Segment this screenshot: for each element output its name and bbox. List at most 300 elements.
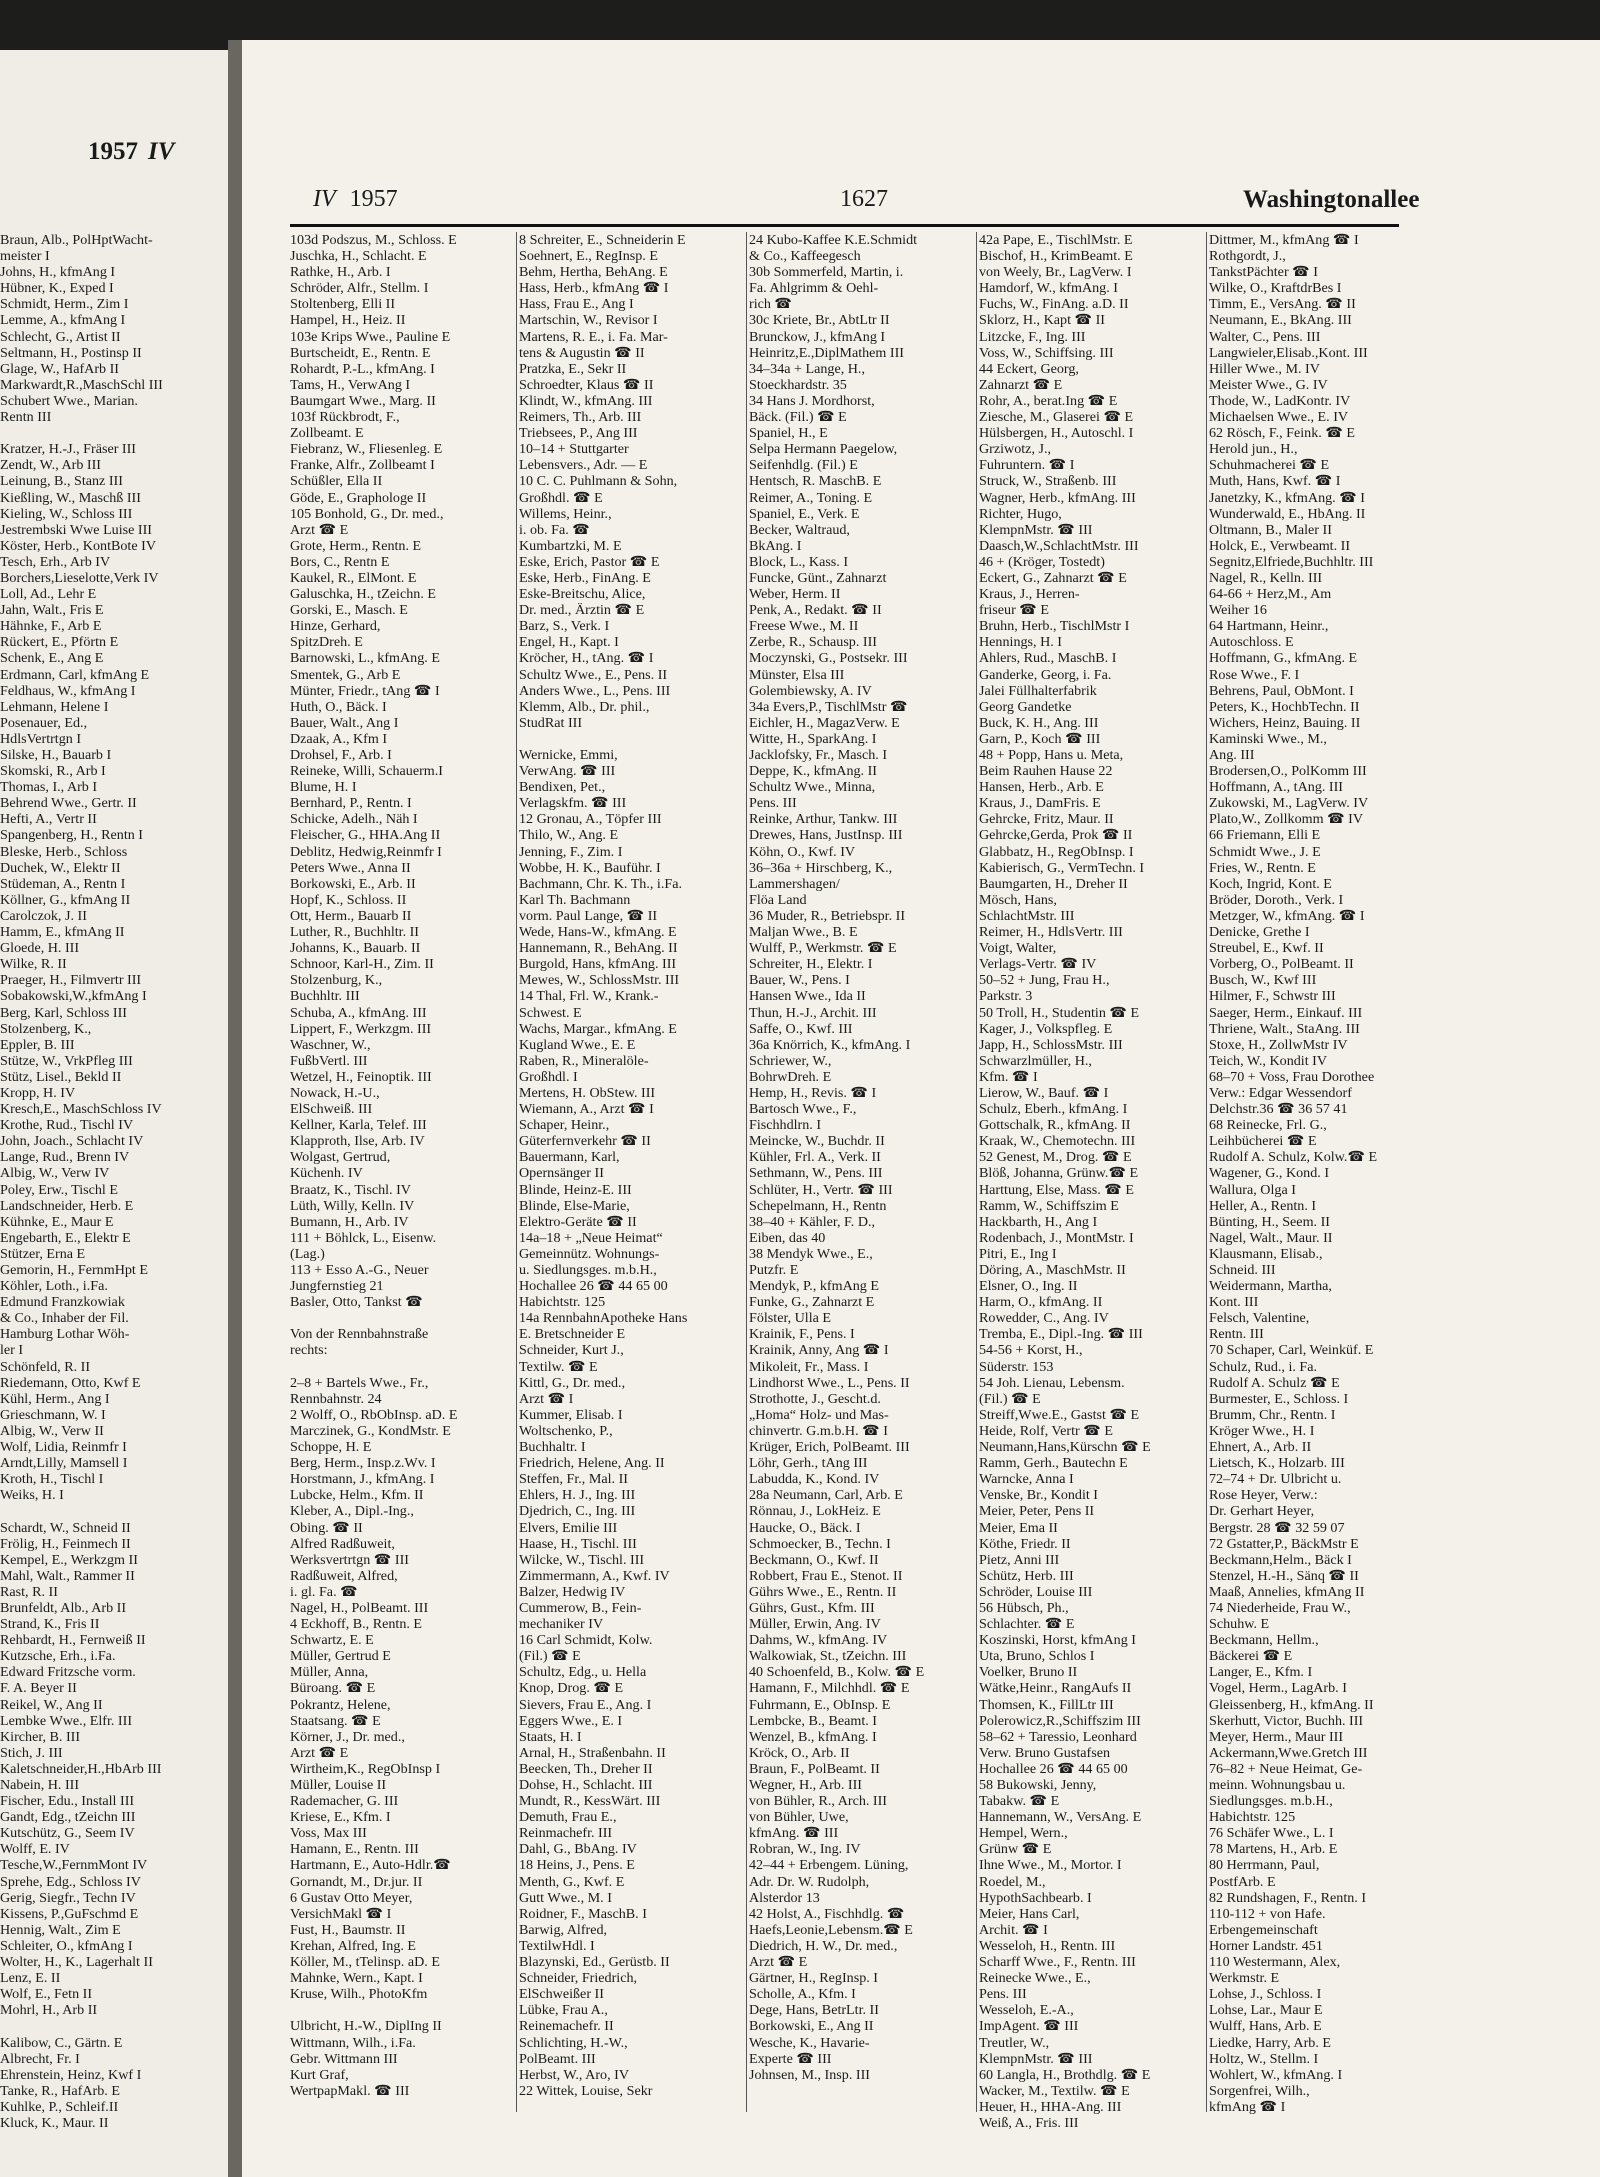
directory-entry-line: Rose Wwe., F. I (1209, 666, 1300, 683)
directory-entry-line: 64 Hartmann, Heinr., (1209, 618, 1329, 635)
directory-entry-line: Dahl, G., BbAng. IV (519, 1841, 637, 1858)
directory-entry-line: Hinze, Gerhard, (290, 618, 381, 635)
directory-entry-line: Elvers, Emilie III (519, 1519, 618, 1536)
directory-entry-line: 2–8 + Bartels Wwe., Fr., (290, 1374, 429, 1391)
directory-entry-line: Frölig, H., Feinmech II (0, 1535, 131, 1552)
directory-entry-line: Mohrl, H., Arb II (0, 2002, 98, 2019)
directory-entry-line: Seltmann, H., Postinsp II (0, 344, 142, 361)
directory-entry-line: Rowedder, C., Ang. IV (979, 1310, 1109, 1327)
directory-entry-line: Hilmer, F., Schwstr III (1209, 988, 1336, 1005)
directory-entry-line: 54 Joh. Lienau, Lebensm. (979, 1374, 1125, 1391)
directory-entry-line: Wilke, O., KraftdrBes I (1209, 280, 1342, 297)
directory-entry-line: Kont. III (1209, 1294, 1259, 1311)
directory-entry-line: i. ob. Fa. ☎ (519, 521, 590, 538)
directory-entry-line: Stützer, Erna E (0, 1245, 86, 1262)
directory-entry-line: Schüßler, Ella II (290, 473, 383, 490)
directory-entry-line: Thode, W., LadKontr. IV (1209, 392, 1351, 409)
directory-entry-line: Kircher, B. III (0, 1728, 81, 1745)
directory-entry-line: Teich, W., Kondit IV (1209, 1052, 1328, 1069)
directory-entry-line: Tabakw. ☎ E (979, 1793, 1060, 1810)
directory-entry-line: Wilcke, W., Tischl. III (519, 1551, 645, 1568)
directory-entry-line: Raben, R., Mineralöle- (519, 1052, 649, 1069)
directory-entry-line: Experte ☎ III (749, 2050, 832, 2067)
directory-entry-line: Nagel, Walt., Maur. II (1209, 1229, 1333, 1246)
directory-entry-line: Diedrich, H. W., Dr. med., (749, 1937, 898, 1954)
directory-entry-line: Uta, Bruno, Schlos I (979, 1648, 1095, 1665)
directory-entry-line: Wallura, Olga I (1209, 1181, 1296, 1198)
right-page-year: 1957 (349, 186, 398, 212)
directory-entry-line: Lehmann, Helene I (0, 698, 109, 715)
directory-entry-line: Wesseloh, E.-A., (979, 2002, 1074, 2019)
directory-entry-line: 58 Bukowski, Jenny, (979, 1777, 1097, 1793)
directory-entry-line: Hähnke, F., Arb E (0, 618, 102, 635)
directory-entry-line: Roedel, M., (979, 1873, 1046, 1890)
directory-entry-line: Schröder, Louise III (979, 1583, 1093, 1600)
directory-entry-line: Sobakowski,W.,kfmAng I (0, 988, 147, 1005)
directory-entry-line: Maaß, Annelies, kfmAng II (1209, 1583, 1365, 1600)
directory-entry-line: Körner, J., Dr. med., (290, 1728, 405, 1745)
directory-entry-line: Archit. ☎ I (979, 1921, 1048, 1938)
directory-entry-line: Küchenh. IV (290, 1165, 363, 1182)
directory-entry-line: Juschka, H., Schlacht. E (290, 248, 427, 265)
directory-entry-line: Beckmann,Helm., Bäck I (1209, 1551, 1352, 1568)
directory-entry-line: Wolff, E. IV (0, 1841, 70, 1858)
directory-entry-line: Block, L., Kass. I (749, 553, 849, 570)
directory-entry-line: Wohlert, W., kfmAng. I (1209, 2066, 1343, 2083)
directory-entry-line: Weiks, H. I (0, 1487, 64, 1504)
directory-entry-line: Putzfr. E (749, 1262, 799, 1278)
directory-entry-line: Stüdeman, A., Rentn I (0, 875, 126, 892)
directory-entry-line: Engel, H., Kapt. I (519, 634, 619, 651)
directory-entry-line: Albig, W., Verw II (0, 1422, 104, 1439)
directory-entry-line: Hansen, Herb., Arb. E (979, 779, 1104, 796)
directory-entry-line: Lebensvers., Adr. — E (519, 457, 648, 474)
directory-entry-line: Schmidt, Herm., Zim I (0, 296, 129, 313)
directory-entry-line: Schepelmann, H., Rentn (749, 1197, 887, 1214)
directory-entry-line: 54-56 + Korst, H., (979, 1342, 1083, 1359)
directory-entry-line: Johnsen, M., Insp. III (749, 2066, 870, 2083)
directory-entry-line: Schulz, Rud., i. Fa. (1209, 1358, 1318, 1375)
directory-entry-line: Segnitz,Elfriede,Buchhltr. III (1209, 553, 1374, 570)
directory-entry-line: Spaniel, E., Verk. E (749, 505, 860, 522)
directory-entry-line: Berg, Karl, Schloss III (0, 1004, 127, 1021)
directory-entry-line: Opernsänger II (519, 1165, 604, 1182)
directory-entry-line: Beim Rauhen Hause 22 (979, 763, 1113, 780)
directory-entry-line: Sethmann, W., Pens. III (749, 1165, 883, 1182)
directory-entry-line: Kühler, Frl. A., Verk. II (749, 1149, 881, 1166)
directory-entry-line: Wegner, H., Arb. III (749, 1777, 862, 1793)
directory-entry-line: Rennbahnstr. 24 (290, 1390, 382, 1407)
directory-entry-line: Jahn, Walt., Fris E (0, 602, 104, 619)
directory-entry-line: Elsner, O., Ing. II (979, 1278, 1078, 1295)
directory-entry-line: Wiemann, A., Arzt ☎ I (519, 1101, 654, 1118)
directory-entry-line: Thriene, Walt., StaAng. III (1209, 1020, 1360, 1037)
directory-entry-line: Schultz Wwe., E., Pens. II (519, 666, 668, 683)
directory-entry-line: Drewes, Hans, JustInsp. III (749, 827, 903, 844)
directory-entry-line: Blinde, Else-Marie, (519, 1197, 630, 1214)
directory-entry-line: BkAng. I (749, 537, 802, 554)
directory-entry-line: Löhr, Gerh., tAng III (749, 1455, 868, 1472)
directory-entry-line: Müller, Erwin, Ang. IV (749, 1616, 881, 1633)
directory-entry-line: Beecken, Th., Dreher II (519, 1760, 653, 1777)
directory-entry-line: Behrens, Paul, ObMont. I (1209, 682, 1354, 699)
directory-entry-line: Haucke, O., Bäck. I (749, 1519, 861, 1536)
directory-entry-line: Zollbeamt. E (290, 425, 364, 442)
directory-entry-line: Rentn III (0, 409, 52, 426)
directory-entry-line (290, 1359, 516, 1375)
directory-entry-line: Mendyk, P., kfmAng E (749, 1278, 879, 1295)
directory-entry-line: Borchers,Lieselotte,Verk IV (0, 569, 159, 586)
directory-entry-line: Wolf, E., Fetn II (0, 1986, 93, 2003)
directory-entry-line: Blinde, Heinz-E. III (519, 1181, 632, 1198)
directory-entry-line: Krehan, Alfred, Ing. E (290, 1937, 417, 1954)
directory-entry-line: Haase, H., Tischl. III (519, 1535, 637, 1552)
directory-entry-line (0, 2018, 225, 2034)
directory-entry-line: Kuhlke, P., Schleif.II (0, 2098, 119, 2115)
directory-entry-line: Djedrich, C., Ing. III (519, 1503, 636, 1520)
directory-entry-line: Menth, G., Kwf. E (519, 1873, 625, 1890)
directory-entry-line: Gerig, Siegfr., Techn IV (0, 1889, 136, 1906)
directory-entry-line: Funcke, Günt., Zahnarzt (749, 569, 887, 586)
directory-entry-line: Fries, W., Rentn. E (1209, 859, 1316, 876)
directory-entry-line: Wätke,Heinr., RangAufs II (979, 1680, 1132, 1697)
directory-entry-line: Braun, F., PolBeamt. II (749, 1760, 880, 1777)
directory-entry-line: Daasch,W.,SchlachtMstr. III (979, 537, 1139, 554)
directory-entry-line: Martens, R. E., i. Fa. Mar- (519, 328, 668, 345)
directory-entry-line: Eichler, H., MagazVerw. E (749, 714, 900, 731)
directory-entry-line: Rohardt, P.-L., kfmAng. I (290, 360, 435, 377)
directory-entry-line: Hochallee 26 ☎ 44 65 00 (979, 1760, 1128, 1777)
directory-entry-line: Rudolf A. Schulz ☎ E (1209, 1374, 1340, 1391)
directory-entry-line: Thilo, W., Ang. E (519, 827, 619, 844)
directory-entry-line: u. Siedlungsges. m.b.H., (519, 1262, 657, 1278)
directory-entry-line: 60 Langla, H., Brothdlg. ☎ E (979, 2066, 1151, 2083)
directory-entry-line: Habichtstr. 125 (519, 1294, 606, 1311)
directory-entry-line: Edmund Franzkowiak (0, 1294, 125, 1311)
directory-entry-line: Friedrich, Helene, Ang. II (519, 1455, 665, 1472)
directory-entry-line: kfmAng ☎ I (1209, 2098, 1286, 2115)
directory-entry-line: tens & Augustin ☎ II (519, 344, 645, 361)
directory-entry-line: Kittl, G., Dr. med., (519, 1374, 626, 1391)
directory-entry-line: Heide, Rolf, Vertr ☎ E (979, 1422, 1113, 1439)
directory-entry-line: kfmAng. ☎ III (749, 1825, 839, 1842)
directory-entry-line: Dr. med., Ärztin ☎ E (519, 602, 645, 619)
directory-entry-line: Markwardt,R.,MaschSchl III (0, 376, 163, 393)
directory-entry-line: Fölster, Ulla E (749, 1310, 832, 1327)
directory-entry-line: Rohr, A., berat.Ing ☎ E (979, 392, 1118, 409)
directory-entry-line: Dittmer, M., kfmAng ☎ I (1209, 232, 1359, 248)
directory-entry-line: Barz, S., Verk. I (519, 618, 610, 635)
directory-entry-line: Fuchs, W., FinAng. a.D. II (979, 296, 1129, 313)
directory-entry-line: Kresch,E., MaschSchloss IV (0, 1101, 162, 1118)
directory-entry-line: Richter, Hugo, (979, 505, 1062, 522)
directory-entry-line: Freese Wwe., M. II (749, 618, 859, 635)
directory-entry-line: Stoltenberg, Elli II (290, 296, 396, 313)
directory-entry-line: Schultz Wwe., Minna, (749, 779, 876, 796)
directory-entry-line: Krüger, Erich, PolBeamt. III (749, 1439, 910, 1456)
directory-entry-line: vorm. Paul Lange, ☎ II (519, 907, 658, 924)
directory-entry-line: Grünw ☎ E (979, 1841, 1052, 1858)
directory-entry-line: Textilw. ☎ E (519, 1358, 598, 1375)
directory-entry-line: Ang. III (1209, 747, 1255, 763)
directory-entry-line: Sprehe, Edg., Schloss IV (0, 1873, 141, 1890)
directory-entry-line: Hampel, H., Heiz. II (290, 312, 406, 329)
directory-entry-line: Schenk, E., Ang E (0, 650, 104, 667)
directory-entry-line: Jungfernstieg 21 (290, 1278, 384, 1295)
directory-entry-line: Reineke, Willi, Schauerm.I (290, 763, 443, 780)
directory-entry-line: 36a Knörrich, K., kfmAng. I (749, 1036, 911, 1053)
book-gutter (228, 40, 242, 2177)
directory-entry-line: Schicke, Adelh., Näh I (290, 811, 418, 828)
directory-entry-line: Lammershagen/ (749, 875, 840, 892)
directory-entry-line: 14a–18 + „Neue Heimat“ (519, 1229, 663, 1246)
directory-entry-line: Gehrcke,Gerda, Prok ☎ II (979, 827, 1133, 844)
directory-entry-line: Wulff, P., Werkmstr. ☎ E (749, 940, 897, 957)
directory-entry-line: Müller, Gertrud E (290, 1648, 391, 1665)
directory-entry-line: Oltmann, B., Maler II (1209, 521, 1332, 538)
directory-entry-line: Brunfeldt, Alb., Arb II (0, 1599, 127, 1616)
directory-entry-line: 8 Schreiter, E., Schneiderin E (519, 232, 686, 248)
directory-entry-line: Lohse, J., Schloss. I (1209, 1986, 1322, 2003)
directory-entry-line: 110 Westermann, Alex, (1209, 1954, 1341, 1971)
directory-entry-line: Ulbricht, H.-W., DiplIng II (290, 2018, 442, 2035)
directory-entry-line: Litzcke, F., Ing. III (979, 328, 1086, 345)
directory-entry-line: Alsterdor 13 (749, 1889, 820, 1906)
directory-entry-line: Bors, C., Rentn E (290, 553, 390, 570)
directory-entry-line: HypothSachbearb. I (979, 1889, 1092, 1906)
directory-entry-line: TankstPächter ☎ I (1209, 264, 1318, 281)
directory-entry-line: Kröck, O., Arb. II (749, 1744, 850, 1761)
directory-entry-line: Seifenhdlg. (Fil.) E (749, 457, 858, 474)
directory-entry-line: Saeger, Herm., Einkauf. III (1209, 1004, 1363, 1021)
directory-entry-line: 34–34a + Lange, H., (749, 360, 865, 377)
directory-entry-line: Stolzenberg, K., (0, 1020, 92, 1037)
directory-entry-line: Lenz, E. II (0, 1970, 61, 1987)
directory-entry-line: Schneider, Kurt J., (519, 1342, 624, 1359)
directory-entry-line: Gleissenberg, H., kfmAng. II (1209, 1696, 1374, 1713)
directory-entry-line: Köhn, O., Kwf. IV (749, 843, 856, 860)
directory-entry-line: Vogel, Herm., LagArb. I (1209, 1680, 1347, 1697)
directory-entry-line: Klapproth, Ilse, Arb. IV (290, 1133, 425, 1150)
directory-entry-line: Wichers, Heinz, Bauing. II (1209, 714, 1361, 731)
directory-entry-line: meinn. Wohnungsbau u. (1209, 1777, 1346, 1793)
directory-entry-line: 4 Eckhoff, B., Rentn. E (290, 1616, 423, 1633)
directory-entry-line: Rademacher, G. III (290, 1793, 399, 1810)
directory-entry-line: i. gl. Fa. ☎ (290, 1583, 358, 1600)
directory-entry-line: Gehrcke, Fritz, Maur. II (979, 811, 1114, 828)
directory-entry-line: Poley, Erw., Tischl E (0, 1181, 118, 1198)
directory-entry-line: Verw.: Edgar Wessendorf (1209, 1084, 1352, 1101)
directory-entry-line: Klindt, W., kfmAng. III (519, 392, 653, 409)
directory-entry-line: Spaniel, H., E (749, 425, 828, 442)
directory-entry-line: Albig, W., Verw IV (0, 1165, 110, 1182)
directory-entry-line: Voelker, Bruno II (979, 1664, 1078, 1681)
directory-entry-line: Wesseloh, H., Rentn. III (979, 1937, 1116, 1954)
directory-entry-line: Kropp, H. IV (0, 1084, 76, 1101)
directory-entry-line: ler I (0, 1342, 24, 1359)
directory-entry-line: Köhler, Loth., i.Fa. (0, 1278, 108, 1295)
directory-entry-line: Kieling, W., Schloss III (0, 505, 133, 522)
directory-entry-line: Staatsang. ☎ E (290, 1712, 381, 1729)
directory-entry-line: Ziesche, M., Glaserei ☎ E (979, 409, 1134, 426)
directory-entry-line: Voigt, Walter, (979, 940, 1057, 957)
directory-entry-line: Buchhaltr. I (519, 1439, 586, 1456)
directory-entry-line: Beckmann, O., Kwf. II (749, 1551, 879, 1568)
directory-entry-line: Langwieler,Elisab.,Kont. III (1209, 344, 1368, 361)
directory-entry-line: Bumann, H., Arb. IV (290, 1213, 409, 1230)
directory-entry-line: Lüth, Willy, Kelln. IV (290, 1197, 415, 1214)
directory-entry-line: Hass, Herb., kfmAng ☎ I (519, 280, 669, 297)
directory-entry-line: Flöa Land (749, 891, 807, 908)
directory-entry-line: Albrecht, Fr. I (0, 2050, 80, 2067)
directory-entry-line: Walkowiak, St., tZeichn. III (749, 1648, 907, 1665)
directory-entry-line: Schneider, Friedrich, (519, 1970, 638, 1987)
directory-entry-line: 105 Bonhold, G., Dr. med., (290, 505, 444, 522)
directory-entry-line: Siedlungsges. m.b.H., (1209, 1793, 1333, 1810)
directory-entry-line: Kugland Wwe., E. E (519, 1036, 636, 1053)
directory-entry-line: 42 Holst, A., Fischhdlg. ☎ (749, 1905, 905, 1922)
directory-entry-line: Gloede, H. III (0, 940, 80, 957)
directory-entry-line: Hamann, E., Rentn. III (290, 1841, 419, 1858)
directory-entry-line: 16 Carl Schmidt, Kolw. (519, 1632, 653, 1649)
directory-entry-line: Wolf, Lidia, Reinmfr I (0, 1439, 127, 1456)
directory-entry-line: Schlüter, H., Vertr. ☎ III (749, 1181, 893, 1198)
directory-entry-line: 68–70 + Voss, Frau Dorothee (1209, 1068, 1375, 1085)
directory-entry-line: Hannemann, R., BehAng. II (519, 940, 678, 957)
directory-entry-line: 72–74 + Dr. Ulbricht u. (1209, 1471, 1342, 1488)
directory-entry-line: Steffen, Fr., Mal. II (519, 1471, 628, 1488)
directory-entry-line: Jalei Füllhalterfabrik (979, 682, 1097, 699)
directory-entry-line: Skomski, R., Arb I (0, 763, 106, 780)
directory-entry-line: Nabein, H. III (0, 1777, 80, 1793)
directory-entry-line: Bischof, H., KrimBeamt. E (979, 248, 1133, 265)
directory-entry-line: Feldhaus, W., kfmAng I (0, 682, 136, 699)
directory-entry-line: Schardt, W., Schneid II (0, 1519, 131, 1536)
directory-entry-line: Georg Gandetke (979, 698, 1072, 715)
directory-entry-line: Ackermann,Wwe.Gretch III (1209, 1744, 1368, 1761)
directory-entry-line: Saffe, O., Kwf. III (749, 1020, 853, 1037)
directory-entry-line: Gemeinnütz. Wohnungs- (519, 1245, 660, 1262)
directory-entry-line: Fleischer, G., HHA.Ang II (290, 827, 441, 844)
directory-entry-line: Rönnau, J., LokHeiz. E (749, 1503, 881, 1520)
directory-entry-line: Gandt, Edg., tZeichn III (0, 1809, 136, 1826)
directory-entry-line: Kraak, W., Chemotechn. III (979, 1133, 1136, 1150)
directory-entry-line: Schütz, Herb. III (979, 1567, 1074, 1584)
directory-entry-line: BohrwDreh. E (749, 1068, 832, 1085)
directory-entry-line: Kluck, K., Maur. II (0, 2114, 109, 2131)
directory-entry-line: Pietz, Anni III (979, 1551, 1060, 1568)
directory-entry-line: Knop, Drog. ☎ E (519, 1680, 624, 1697)
directory-entry-line: Mahnke, Wern., Kapt. I (290, 1970, 423, 1987)
directory-entry-line: Hülsbergen, H., Autoschl. I (979, 425, 1134, 442)
directory-entry-line: Wesche, K., Havarie- (749, 2034, 870, 2051)
directory-entry-line: „Homa“ Holz- und Mas- (749, 1406, 889, 1423)
directory-entry-line: Duchek, W., Elektr II (0, 859, 121, 876)
directory-entry-line: Heller, A., Rentn. I (1209, 1197, 1317, 1214)
directory-entry-line: Golembiewsky, A. IV (749, 682, 872, 699)
directory-entry-line: Strothotte, J., Gescht.d. (749, 1390, 881, 1407)
directory-entry-line: Kruse, Wilh., PhotoKfm (290, 1986, 428, 2003)
directory-entry-line: Horstmann, J., kfmAng. I (290, 1471, 435, 1488)
directory-entry-line: Thomas, I., Arb I (0, 779, 98, 796)
directory-entry-line: Fust, H., Baumstr. II (290, 1921, 406, 1938)
directory-entry-line: Brumm, Chr., Rentn. I (1209, 1406, 1336, 1423)
directory-entry-line: Dzaak, A., Kfm I (290, 730, 388, 747)
directory-entry-line (290, 2002, 516, 2018)
directory-entry-line: Rothgordt, J., (1209, 248, 1286, 265)
directory-entry-line: Dege, Hans, BetrLtr. II (749, 2002, 879, 2019)
directory-column-2 (519, 232, 745, 2099)
directory-entry-line: Arzt ☎ E (290, 521, 349, 538)
directory-entry-line: Wagner, Herb., kfmAng. III (979, 489, 1136, 506)
directory-entry-line: Ott, Herm., Bauarb II (290, 907, 412, 924)
directory-entry-line: Gebr. Wittmann III (290, 2050, 398, 2067)
directory-entry-line: Glage, W., HafArb II (0, 360, 119, 377)
directory-entry-line: Baumgarten, H., Dreher II (979, 875, 1128, 892)
directory-entry-line: Zukowski, M., LagVerw. IV (1209, 795, 1369, 812)
directory-entry-line: Karl Th. Bachmann (519, 891, 631, 908)
directory-entry-line: Lippert, F., Werkzgm. III (290, 1020, 432, 1037)
directory-entry-line: & Co., Kaffeegesch (749, 248, 861, 265)
header-rule (290, 224, 1399, 227)
directory-entry-line: Scharff Wwe., F., Rentn. III (979, 1954, 1136, 1971)
directory-entry-line: Voss, W., Schiffsing. III (979, 344, 1114, 361)
directory-entry-line: Behrend Wwe., Gertr. II (0, 795, 137, 812)
directory-entry-line: Hochallee 26 ☎ 44 65 00 (519, 1278, 668, 1295)
directory-entry-line: SchlachtMstr. III (979, 907, 1075, 924)
directory-entry-line: Baumgart Wwe., Marg. II (290, 392, 436, 409)
directory-entry-line: Bäckerei ☎ E (1209, 1648, 1293, 1665)
directory-entry-line: rechts: (290, 1342, 328, 1359)
directory-entry-line: Jestrembski Wwe Luise III (0, 521, 152, 538)
directory-entry-line: Bünting, H., Seem. II (1209, 1213, 1330, 1230)
directory-entry-line: (Lag.) (290, 1245, 325, 1262)
directory-entry-line: Kießling, W., Maschß III (0, 489, 141, 506)
directory-entry-line: Barwig, Alfred, (519, 1921, 608, 1938)
directory-entry-line: Hennings, H. I (979, 634, 1062, 651)
directory-entry-line: Sievers, Frau E., Ang. I (519, 1696, 652, 1713)
directory-entry-line: VersichMakl ☎ I (290, 1905, 392, 1922)
directory-entry-line: Janetzky, K., kfmAng. ☎ I (1209, 489, 1365, 506)
directory-entry-line (519, 731, 745, 747)
directory-entry-line: Pratzka, E., Sekr II (519, 360, 627, 377)
directory-entry-line: Deblitz, Hedwig,Reinmfr I (290, 843, 442, 860)
directory-entry-line: Schlecht, G., Artist II (0, 328, 121, 345)
directory-entry-line: Lohse, Lar., Maur E (1209, 2002, 1323, 2019)
directory-entry-line: FußbVertl. III (290, 1052, 368, 1069)
directory-entry-line: Hamburg Lothar Wöh- (0, 1326, 130, 1343)
directory-entry-line: Adr. Dr. W. Rudolph, (749, 1873, 870, 1890)
column-divider (976, 232, 977, 2112)
directory-entry-line: Gärtner, H., RegInsp. I (749, 1970, 878, 1987)
directory-entry-line: Schreiter, H., Elektr. I (749, 956, 873, 973)
directory-entry-line: Streiff,Wwe.E., Gastst ☎ E (979, 1406, 1140, 1423)
directory-entry-line: Harttung, Else, Mass. ☎ E (979, 1181, 1134, 1198)
directory-entry-line: & Co., Inhaber der Fil. (0, 1310, 129, 1327)
directory-entry-line: Lange, Rud., Brenn IV (0, 1149, 130, 1166)
directory-entry-line: Harm, O., kfmAng. II (979, 1294, 1103, 1311)
directory-entry-line: Staats, H. I (519, 1728, 582, 1745)
directory-entry-line: Eppler, B. III (0, 1036, 75, 1053)
directory-entry-line: Alfred Radßuweit, (290, 1535, 395, 1552)
directory-entry-line: 58–62 + Taressio, Leonhard (979, 1728, 1137, 1745)
directory-entry-line: Huth, O., Bäck. I (290, 698, 387, 715)
directory-entry-line (0, 1503, 225, 1519)
directory-entry-line: Mikoleit, Fr., Mass. I (749, 1358, 869, 1375)
directory-entry-line: Funke, G., Zahnarzt E (749, 1294, 875, 1311)
directory-entry-line: Michaelsen Wwe., E. IV (1209, 409, 1349, 426)
directory-entry-line: Johns, H., kfmAng I (0, 264, 116, 281)
